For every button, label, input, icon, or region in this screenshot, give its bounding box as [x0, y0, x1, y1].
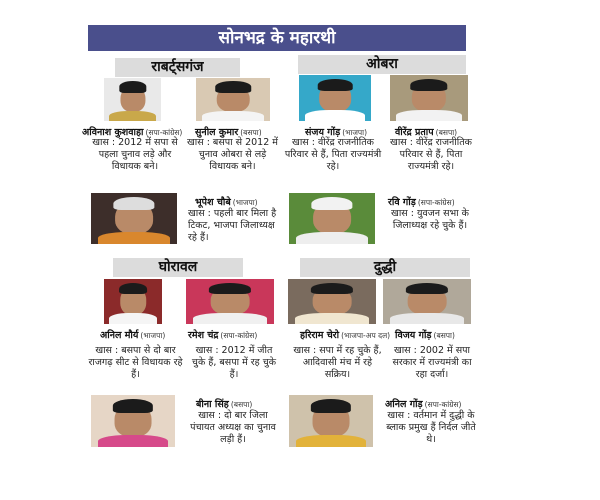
candidate-name: अनिल गोंड़ (सपा-कांग्रेस)	[385, 399, 462, 410]
candidate-photo	[196, 78, 270, 121]
candidate-photo	[104, 78, 161, 121]
candidate-photo	[91, 395, 175, 447]
candidate-description: खास : युवजन सभा के जिलाध्यक्ष रहे चुके हैं।	[391, 208, 469, 231]
candidate-description: खास : बसपा से दो बार राजगढ़ सीट से विधायक रहे हैं।	[88, 345, 183, 380]
candidate-name: अविनाश कुशवाहा (सपा-कांग्रेस)	[82, 127, 183, 138]
region-header-obra: ओबरा	[298, 55, 466, 74]
page-title-banner: सोनभद्र के महारथी	[88, 25, 466, 51]
region-header-duddhi: दुद्धी	[300, 258, 470, 277]
candidate-description: खास : बसपा से 2012 में चुनाव ओबरा से लड़े विधायक बने।	[187, 137, 278, 172]
candidate-description: खास : 2012 में जीत चुके हैं, बसपा में रह चुके हैं।	[191, 345, 277, 380]
candidate-description: खास : वीरेंद्र राजनीतिक परिवार से हैं, पिता राज्यमंत्री रहे।	[284, 137, 382, 172]
region-header-robertsganj: राबर्ट्सगंज	[115, 58, 240, 77]
candidate-photo	[186, 279, 274, 324]
candidate-name: बीना सिंह (बसपा)	[196, 399, 253, 410]
candidate-photo	[390, 75, 468, 121]
candidate-description: खास : 2012 में सपा से पहला चुनाव लड़े और विधायक बने।	[92, 137, 178, 172]
candidate-name: अनिल मौर्य (भाजपा)	[100, 330, 166, 341]
candidate-photo	[383, 279, 471, 324]
candidate-description: खास : वीरेंद्र राजनीतिक परिवार से हैं, पिता राज्यमंत्री रहे।	[390, 137, 472, 172]
candidate-name: विजय गोंड़ (बसपा)	[395, 330, 455, 341]
candidate-description: खास : 2002 में सपा सरकार में राज्यमंत्री का रहा दर्जा।	[392, 345, 472, 380]
candidate-photo	[104, 279, 162, 324]
candidate-photo	[299, 75, 371, 121]
candidate-name: सुनील कुमार (बसपा)	[195, 127, 262, 138]
candidate-photo	[289, 395, 373, 447]
region-header-ghorawal: घोरावल	[113, 258, 243, 277]
candidate-description: खास : सपा में रह चुके हैं, आदिवासी मंच में रहे सक्रिय।	[293, 345, 382, 380]
candidate-description: खास : दो बार जिला पंचायत अध्यक्ष का चुनाव लड़ी हैं।	[190, 410, 276, 445]
candidate-photo	[288, 279, 376, 324]
candidate-name: रवि गोंड़ (सपा-कांग्रेस)	[388, 197, 455, 208]
candidate-photo	[289, 193, 375, 244]
candidate-description: खास : वर्तमान में दुद्धी के ब्लाक प्रमुख हैं निर्दल जीते थे।	[386, 410, 476, 445]
candidate-description: खास : पहली बार मिला है टिकट, भाजपा जिलाध्यक्ष रहे हैं।	[188, 208, 277, 243]
candidate-name: हरिराम चेरो (भाजपा-अप दल)	[300, 330, 391, 341]
candidate-name: संजय गोंड़ (भाजपा)	[305, 127, 368, 138]
candidate-name: रमेश चंद्र (सपा-कांग्रेस)	[188, 330, 258, 341]
candidate-name: भूपेश चौबे (भाजपा)	[195, 197, 258, 208]
candidate-photo	[91, 193, 177, 244]
candidate-name: वीरेंद्र प्रताप (बसपा)	[395, 127, 458, 138]
